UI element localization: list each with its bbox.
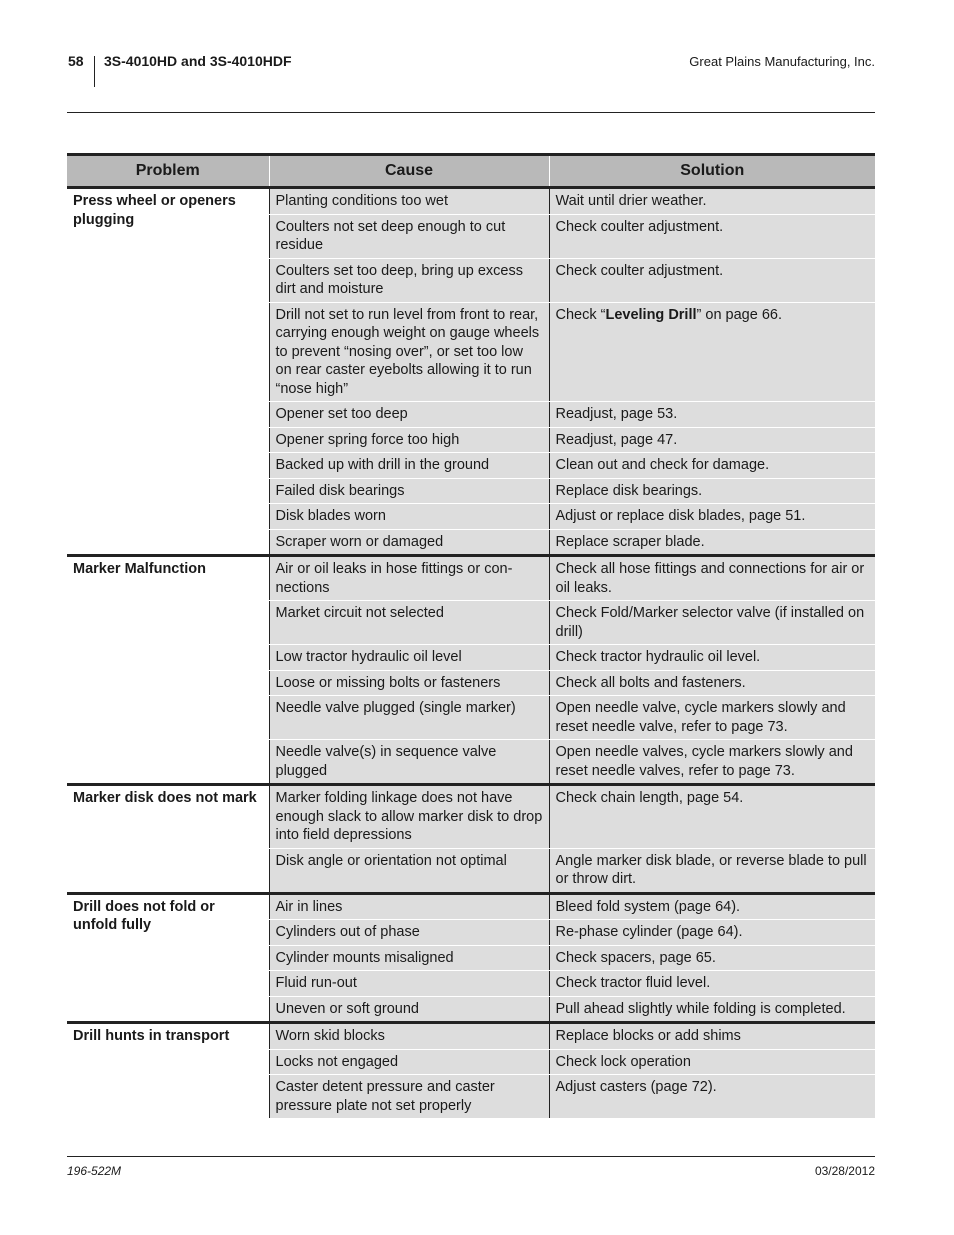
solution-link-text: Leveling Drill xyxy=(605,306,697,323)
cause-cell: Failed disk bearings xyxy=(269,478,549,504)
header-rule xyxy=(67,112,875,113)
cause-cell: Fluid run-out xyxy=(269,971,549,997)
cause-cell: Loose or missing bolts or fasteners xyxy=(269,670,549,696)
cause-cell: Opener set too deep xyxy=(269,402,549,428)
solution-cell: Readjust, page 47. xyxy=(549,427,875,453)
solution-cell: Adjust casters (page 72). xyxy=(549,1075,875,1119)
solution-cell: Check all hose fittings and connections for air or oil leaks. xyxy=(549,556,875,601)
header-vertical-rule xyxy=(94,56,95,87)
problem-cell: Drill does not fold or unfold fully xyxy=(67,893,269,1023)
solution-cell: Angle marker disk blade, or reverse blade to pull or throw dirt. xyxy=(549,848,875,893)
troubleshooting-table xyxy=(67,153,875,1119)
cause-cell: Disk blades worn xyxy=(269,504,549,530)
cause-cell: Needle valve(s) in sequence valve plugged xyxy=(269,740,549,785)
table-header-row xyxy=(67,155,875,188)
document-title: 3S-4010HD and 3S-4010HDF xyxy=(104,53,292,69)
table-body xyxy=(67,188,875,1119)
table-row xyxy=(67,556,875,601)
solution-cell: Replace scraper blade. xyxy=(549,529,875,556)
solution-cell: Replace blocks or add shims xyxy=(549,1023,875,1050)
column-header-solution: Solution xyxy=(549,155,875,188)
cause-cell: Locks not engaged xyxy=(269,1049,549,1075)
solution-cell: Clean out and check for damage. xyxy=(549,453,875,479)
cause-cell: Opener spring force too high xyxy=(269,427,549,453)
problem-cell: Marker disk does not mark xyxy=(67,785,269,894)
footer-rule xyxy=(67,1156,875,1157)
cause-cell: Air in lines xyxy=(269,893,549,920)
problem-cell: Drill hunts in transport xyxy=(67,1023,269,1119)
cause-cell: Backed up with drill in the ground xyxy=(269,453,549,479)
cause-cell: Scraper worn or damaged xyxy=(269,529,549,556)
column-header-problem: Problem xyxy=(67,155,269,188)
solution-text: ” on page 66. xyxy=(696,306,782,323)
document-number: 196-522M xyxy=(67,1164,122,1178)
problem-cell: Marker Malfunction xyxy=(67,556,269,785)
table-row xyxy=(67,1023,875,1050)
company-name: Great Plains Manufacturing, Inc. xyxy=(689,54,875,69)
column-header-cause: Cause xyxy=(269,155,549,188)
solution-cell: Check all bolts and fasteners. xyxy=(549,670,875,696)
table-row xyxy=(67,893,875,920)
solution-cell xyxy=(549,302,875,402)
solution-cell: Check tractor hydraulic oil level. xyxy=(549,645,875,671)
solution-cell: Pull ahead slightly while folding is completed. xyxy=(549,996,875,1023)
cause-cell: Low tractor hydraulic oil level xyxy=(269,645,549,671)
cause-cell: Market circuit not selected xyxy=(269,601,549,645)
solution-cell: Check spacers, page 65. xyxy=(549,945,875,971)
solution-cell: Re-phase cylinder (page 64). xyxy=(549,920,875,946)
revision-date: 03/28/2012 xyxy=(814,1164,875,1178)
cause-cell: Cylinders out of phase xyxy=(269,920,549,946)
cause-cell: Cylinder mounts misaligned xyxy=(269,945,549,971)
solution-cell: Readjust, page 53. xyxy=(549,402,875,428)
cause-cell: Worn skid blocks xyxy=(269,1023,549,1050)
solution-cell: Bleed fold system (page 64). xyxy=(549,893,875,920)
cause-cell: Air or oil leaks in hose fittings or con-nections xyxy=(269,556,549,601)
solution-cell: Check Fold/Marker selector valve (if installed on drill) xyxy=(549,601,875,645)
cause-cell: Disk angle or orientation not optimal xyxy=(269,848,549,893)
page-number: 58 xyxy=(68,53,84,69)
cause-cell: Needle valve plugged (single marker) xyxy=(269,696,549,740)
solution-cell: Replace disk bearings. xyxy=(549,478,875,504)
cause-cell: Coulters not set deep enough to cut residue xyxy=(269,214,549,258)
cause-cell: Planting conditions too wet xyxy=(269,188,549,215)
cause-cell: Drill not set to run level from front to rear, carrying enough weight on gauge wheels to prevent “nosing over”, or set too low on rear caster eyebolts allowing it to run “nose high” xyxy=(269,302,549,402)
problem-cell: Press wheel or openers plugging xyxy=(67,188,269,556)
solution-cell: Check coulter adjustment. xyxy=(549,258,875,302)
solution-text: Check “ xyxy=(555,306,606,323)
solution-cell: Adjust or replace disk blades, page 51. xyxy=(549,504,875,530)
cause-cell: Marker folding linkage does not have enough slack to allow marker disk to drop into field depressions xyxy=(269,785,549,849)
solution-cell: Check tractor fluid level. xyxy=(549,971,875,997)
solution-cell: Check coulter adjustment. xyxy=(549,214,875,258)
solution-cell: Open needle valves, cycle markers slowly and reset needle valves, refer to page 73. xyxy=(549,740,875,785)
solution-cell: Check lock operation xyxy=(549,1049,875,1075)
solution-cell: Wait until drier weather. xyxy=(549,188,875,215)
table-row xyxy=(67,188,875,215)
cause-cell: Uneven or soft ground xyxy=(269,996,549,1023)
table-row xyxy=(67,785,875,849)
cause-cell: Caster detent pressure and caster pressure plate not set properly xyxy=(269,1075,549,1119)
cause-cell: Coulters set too deep, bring up excess dirt and moisture xyxy=(269,258,549,302)
solution-cell: Check chain length, page 54. xyxy=(549,785,875,849)
solution-cell: Open needle valve, cycle markers slowly and reset needle valve, refer to page 73. xyxy=(549,696,875,740)
